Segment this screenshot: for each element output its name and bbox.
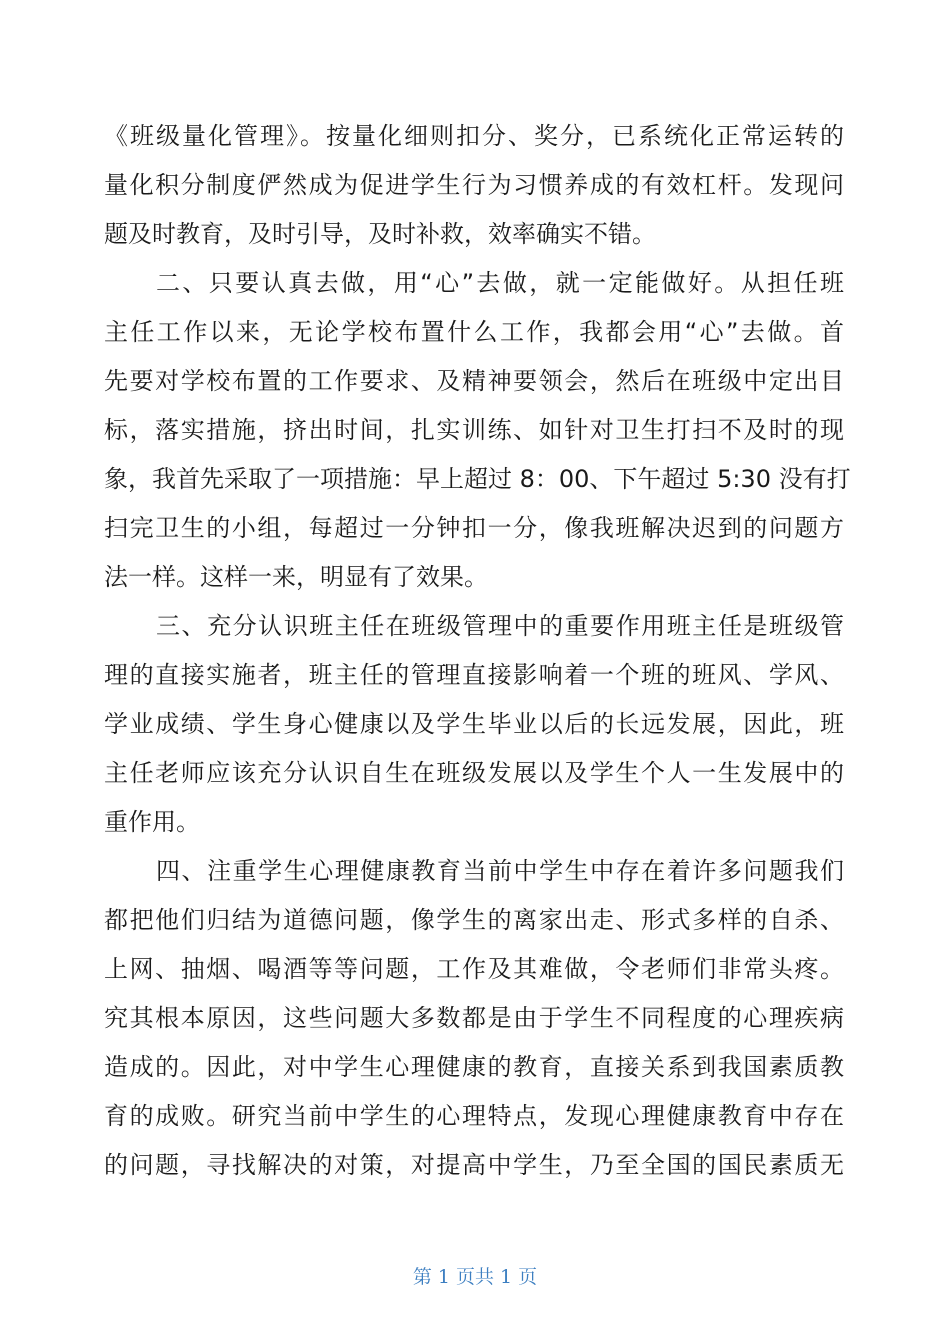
- text-line: 四、注重学生心理健康教育当前中学生中存在着许多问题我们: [156, 857, 844, 885]
- text-line: 主任老师应该充分认识自生在班级发展以及学生个人一生发展中的: [104, 759, 844, 787]
- text-line: 究其根本原因，这些问题大多数都是由于学生不同程度的心理疾病: [104, 1004, 844, 1032]
- text-line: 二、只要认真去做，用“心”去做，就一定能做好。从担任班: [156, 269, 844, 297]
- text-line: 造成的。因此，对中学生心理健康的教育，直接关系到我国素质教: [104, 1053, 844, 1081]
- text-line: 育的成败。研究当前中学生的心理特点，发现心理健康教育中存在: [104, 1102, 844, 1130]
- text-line: 先要对学校布置的工作要求、及精神要领会，然后在班级中定出目: [104, 367, 844, 395]
- text-line: 都把他们归结为道德问题，像学生的离家出走、形式多样的自杀、: [104, 906, 844, 934]
- text-line: 题及时教育，及时引导，及时补救，效率确实不错。: [104, 220, 656, 248]
- text-line: 扫完卫生的小组，每超过一分钟扣一分，像我班解决迟到的问题方: [104, 514, 844, 542]
- text-line: 学业成绩、学生身心健康以及学生毕业以后的长远发展，因此，班: [104, 710, 844, 738]
- text-line: 的问题，寻找解决的对策，对提高中学生，乃至全国的国民素质无: [104, 1151, 844, 1179]
- document-body: [104, 112, 851, 1190]
- text-line: 量化积分制度俨然成为促进学生行为习惯养成的有效杠杆。发现问: [104, 171, 844, 199]
- text-line: 重作用。: [104, 808, 200, 836]
- text-line: 象，我首先采取了一项措施：早上超过 8：00、下午超过 5:30 没有打: [104, 465, 851, 493]
- text-line: 三、充分认识班主任在班级管理中的重要作用班主任是班级管: [156, 612, 844, 640]
- text-line: 理的直接实施者，班主任的管理直接影响着一个班的班风、学风、: [104, 661, 844, 689]
- page-footer: 第 1 页共 1 页: [412, 1266, 538, 1288]
- text-line: 《班级量化管理》。按量化细则扣分、奖分，已系统化正常运转的: [104, 122, 844, 150]
- text-line: 上网、抽烟、喝酒等等问题，工作及其难做，令老师们非常头疼。: [104, 955, 844, 983]
- text-line: 法一样。这样一来，明显有了效果。: [104, 563, 488, 591]
- text-line: 标，落实措施，挤出时间，扎实训练、如针对卫生打扫不及时的现: [104, 416, 844, 444]
- text-line: 主任工作以来，无论学校布置什么工作，我都会用“心”去做。首: [104, 318, 844, 346]
